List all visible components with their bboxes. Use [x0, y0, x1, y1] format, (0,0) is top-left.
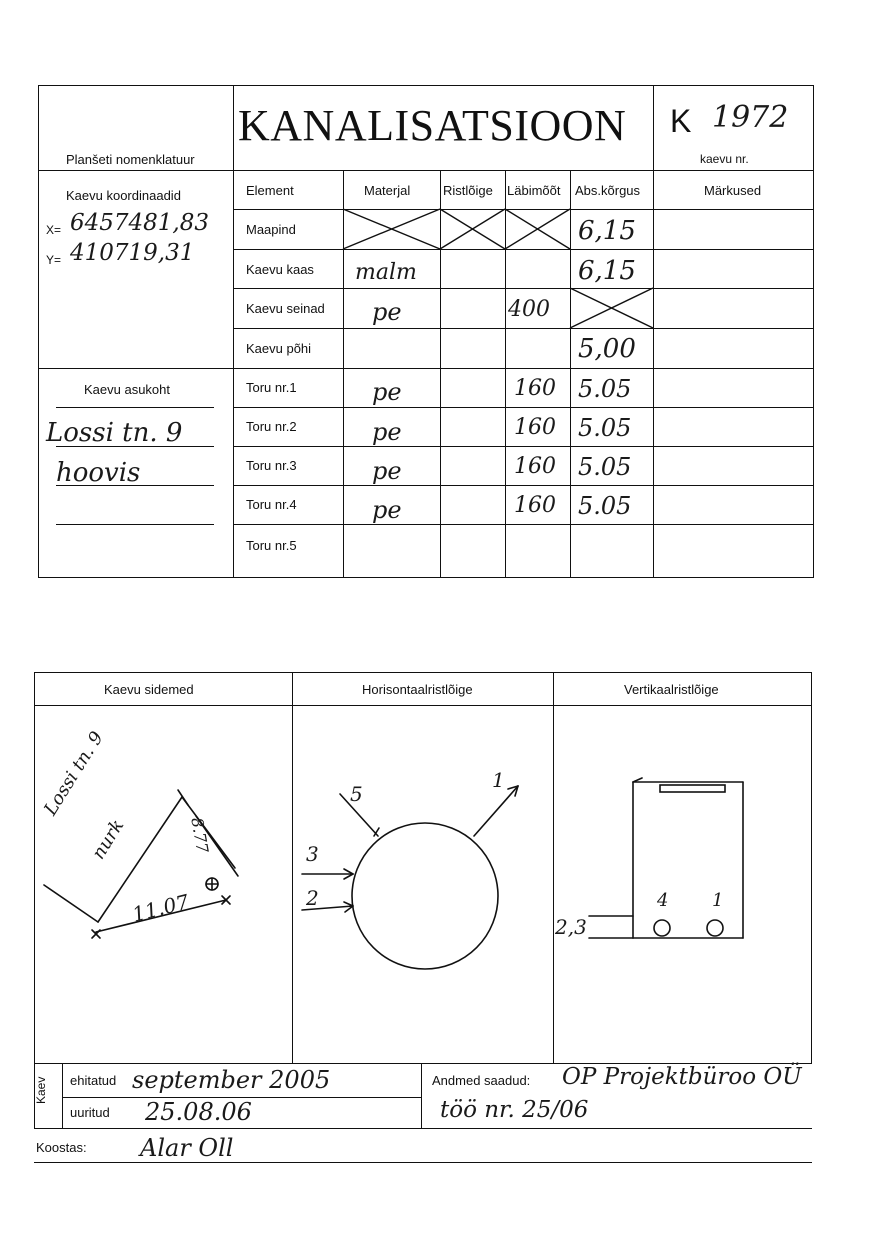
row-element: Toru nr.5 [246, 538, 297, 553]
cell-materjal: pe [372, 418, 402, 446]
row-element: Kaevu põhi [246, 341, 312, 356]
row-element: Maapind [246, 222, 296, 237]
sketch-header-vertikaal: Vertikaalristlõige [624, 682, 719, 697]
cell-materjal: malm [355, 260, 417, 285]
row-element: Toru nr.4 [246, 497, 297, 512]
cell-abs: 5.05 [578, 375, 632, 403]
well-number: 1972 [712, 100, 789, 135]
side-label-kaev: Kaev [34, 1076, 48, 1104]
cell-materjal: pe [372, 496, 402, 524]
y-coordinate: 410719,31 [70, 240, 195, 266]
vert-label-depth: 2,3 [555, 915, 587, 939]
pipe-label-3: 3 [306, 842, 319, 866]
pipe-label-5: 5 [350, 782, 363, 806]
plansheet-label: Planšeti nomenklatuur [66, 152, 195, 167]
row-element: Kaevu kaas [246, 262, 314, 277]
data-source-work-number: töö nr. 25/06 [440, 1097, 589, 1123]
x-coordinate: 6457481,83 [70, 210, 210, 236]
sketch-header-horisontaal: Horisontaalristlõige [362, 682, 473, 697]
surveyed-value: 25.08.06 [145, 1098, 252, 1126]
data-source-value: OP Projektbüroo OÜ [562, 1064, 802, 1090]
well-number-label: kaevu nr. [700, 152, 749, 166]
y-prefix: Y= [46, 253, 62, 267]
location-line1: Lossi tn. 9 [46, 418, 183, 448]
k-prefix: K [670, 103, 692, 139]
col-header-labimoot: Läbimõõt [507, 183, 561, 198]
cell-labimoot: 160 [514, 454, 556, 479]
form-title: KANALISATSIOON [238, 101, 627, 150]
sidemed-street: Lossi tn. 9 [40, 727, 108, 820]
data-source-label: Andmed saadud: [432, 1073, 531, 1088]
compiled-value: Alar Oll [140, 1134, 234, 1162]
location-label: Kaevu asukoht [84, 382, 171, 397]
cell-labimoot: 400 [508, 297, 550, 322]
coordinates-label: Kaevu koordinaadid [66, 188, 181, 203]
col-header-ristloige: Ristlõige [443, 183, 493, 198]
row-element: Toru nr.2 [246, 419, 297, 434]
vert-label-4: 4 [657, 890, 669, 911]
cell-materjal: pe [372, 457, 402, 485]
cell-abs: 5.05 [578, 492, 632, 520]
cell-materjal: pe [372, 378, 402, 406]
cell-abs: 5,00 [578, 334, 636, 364]
cell-abs: 6,15 [578, 256, 636, 286]
sidemed-dist2: 8.77 [187, 816, 213, 855]
cell-labimoot: 160 [514, 493, 556, 518]
row-element: Kaevu seinad [246, 301, 325, 316]
sketch-header-sidemed: Kaevu sidemed [104, 682, 194, 697]
x-prefix: X= [46, 223, 62, 237]
pipe-label-2: 2 [306, 886, 319, 910]
built-value: september 2005 [132, 1066, 331, 1094]
col-header-markused: Märkused [704, 183, 762, 198]
compiled-label: Koostas: [36, 1140, 87, 1155]
sidemed-corner: nurk [88, 815, 129, 864]
vert-label-1: 1 [712, 890, 724, 911]
cell-abs: 5.05 [578, 453, 632, 481]
cell-labimoot: 160 [514, 415, 556, 440]
location-line2: hoovis [56, 458, 141, 488]
pipe-label-1: 1 [492, 768, 505, 792]
surveyed-label: uuritud [70, 1105, 110, 1120]
cell-labimoot: 160 [514, 376, 556, 401]
col-header-materjal: Materjal [364, 183, 411, 198]
built-label: ehitatud [70, 1073, 117, 1088]
sidemed-dist1: 11.07 [129, 889, 192, 927]
cell-abs: 6,15 [578, 216, 636, 246]
cell-materjal: pe [372, 298, 402, 326]
row-element: Toru nr.3 [246, 458, 297, 473]
col-header-abs-korgus: Abs.kõrgus [575, 183, 641, 198]
row-element: Toru nr.1 [246, 380, 297, 395]
col-header-element: Element [246, 183, 294, 198]
cell-abs: 5.05 [578, 414, 632, 442]
